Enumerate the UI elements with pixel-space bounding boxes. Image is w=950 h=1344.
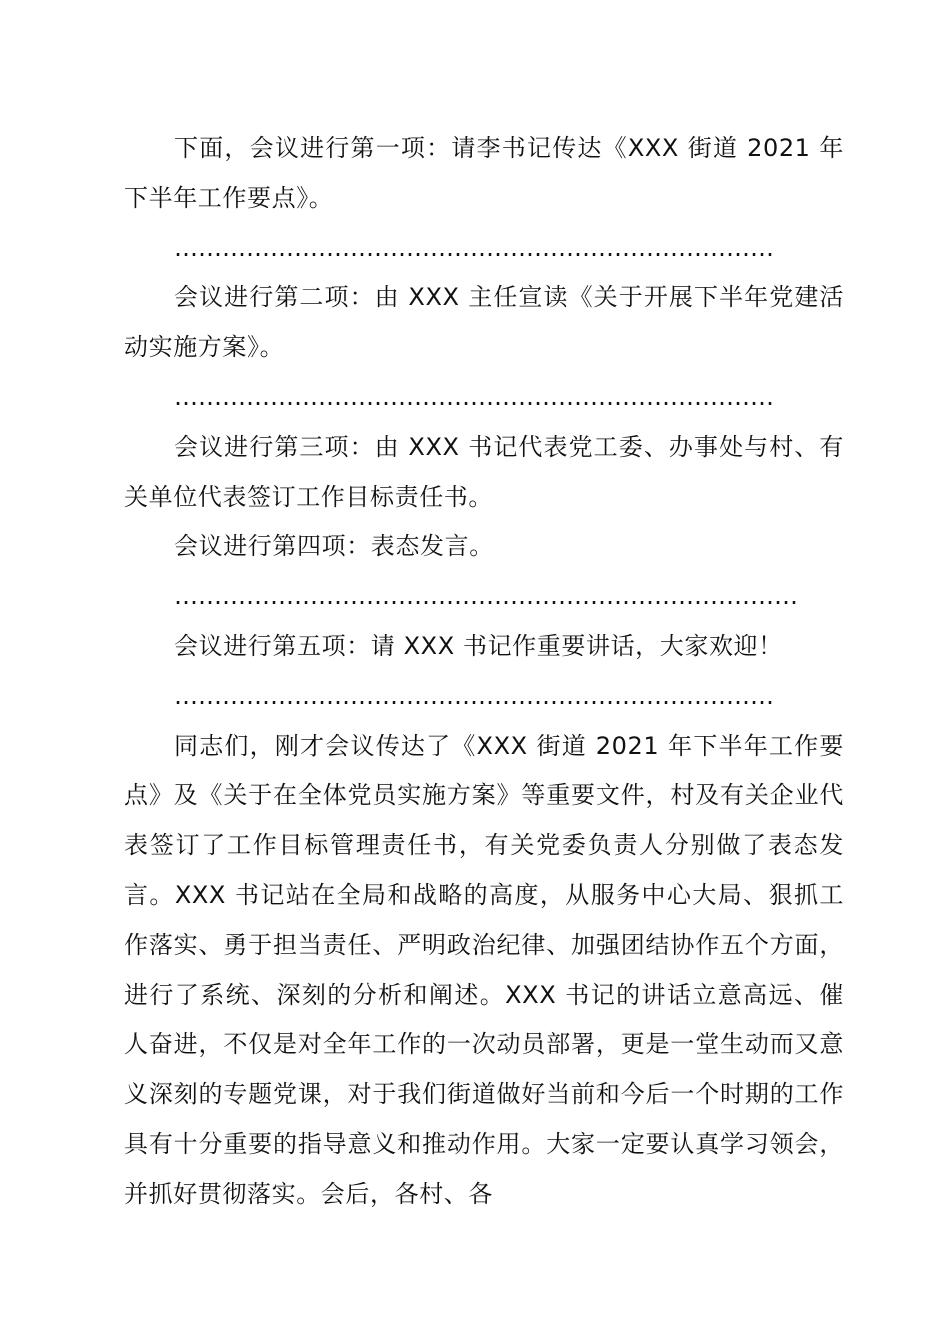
ellipsis-divider: ………………………………………………………………… (174, 233, 774, 262)
ellipsis-divider: …………………………………………………………………… (174, 582, 798, 611)
agenda-item-1: 下面，会议进行第一项：请李书记传达《XXX 街道 2021 年下半年工作要点》。 (124, 134, 844, 212)
ellipsis-divider: ………………………………………………………………… (174, 382, 774, 411)
closing-speech-paragraph: 同志们，刚才会议传达了《XXX 街道 2021 年下半年工作要点》及《关于在全体党员实施方案》等重要文件，村及有关企业代表签订了工作目标管理责任书，有关党委负责人分别做了表态发言。XXX 书记站在全局和战略的高度，从服务中心大局、狠抓工作落实、勇于担当责任、严明政治纪律、加强团结协作五个方面，进行了系统、深刻的分析和阐述。XXX 书记的讲话立意高远、催人奋进，不仅是对全年工作的一次动员部署，更是一堂生动而又意义深刻的专题党课，对于我们街道做好当前和今后一个时期的工作具有十分重要的指导意义和推动作用。大家一定要认真学习领会，并抓好贯彻落实。会后，各村、各 (124, 731, 844, 1208)
agenda-item-5: 会议进行第五项：请 XXX 书记作重要讲话，大家欢迎！ (174, 631, 783, 660)
agenda-item-3: 会议进行第三项：由 XXX 书记代表党工委、办事处与村、有关单位代表签订工作目标责任书。 (124, 432, 844, 511)
document-body (124, 124, 844, 1220)
agenda-item-2: 会议进行第二项：由 XXX 主任宣读《关于开展下半年党建活动实施方案》。 (124, 283, 844, 362)
ellipsis-divider: ………………………………………………………………… (174, 681, 774, 710)
agenda-item-4: 会议进行第四项：表态发言。 (174, 532, 494, 561)
